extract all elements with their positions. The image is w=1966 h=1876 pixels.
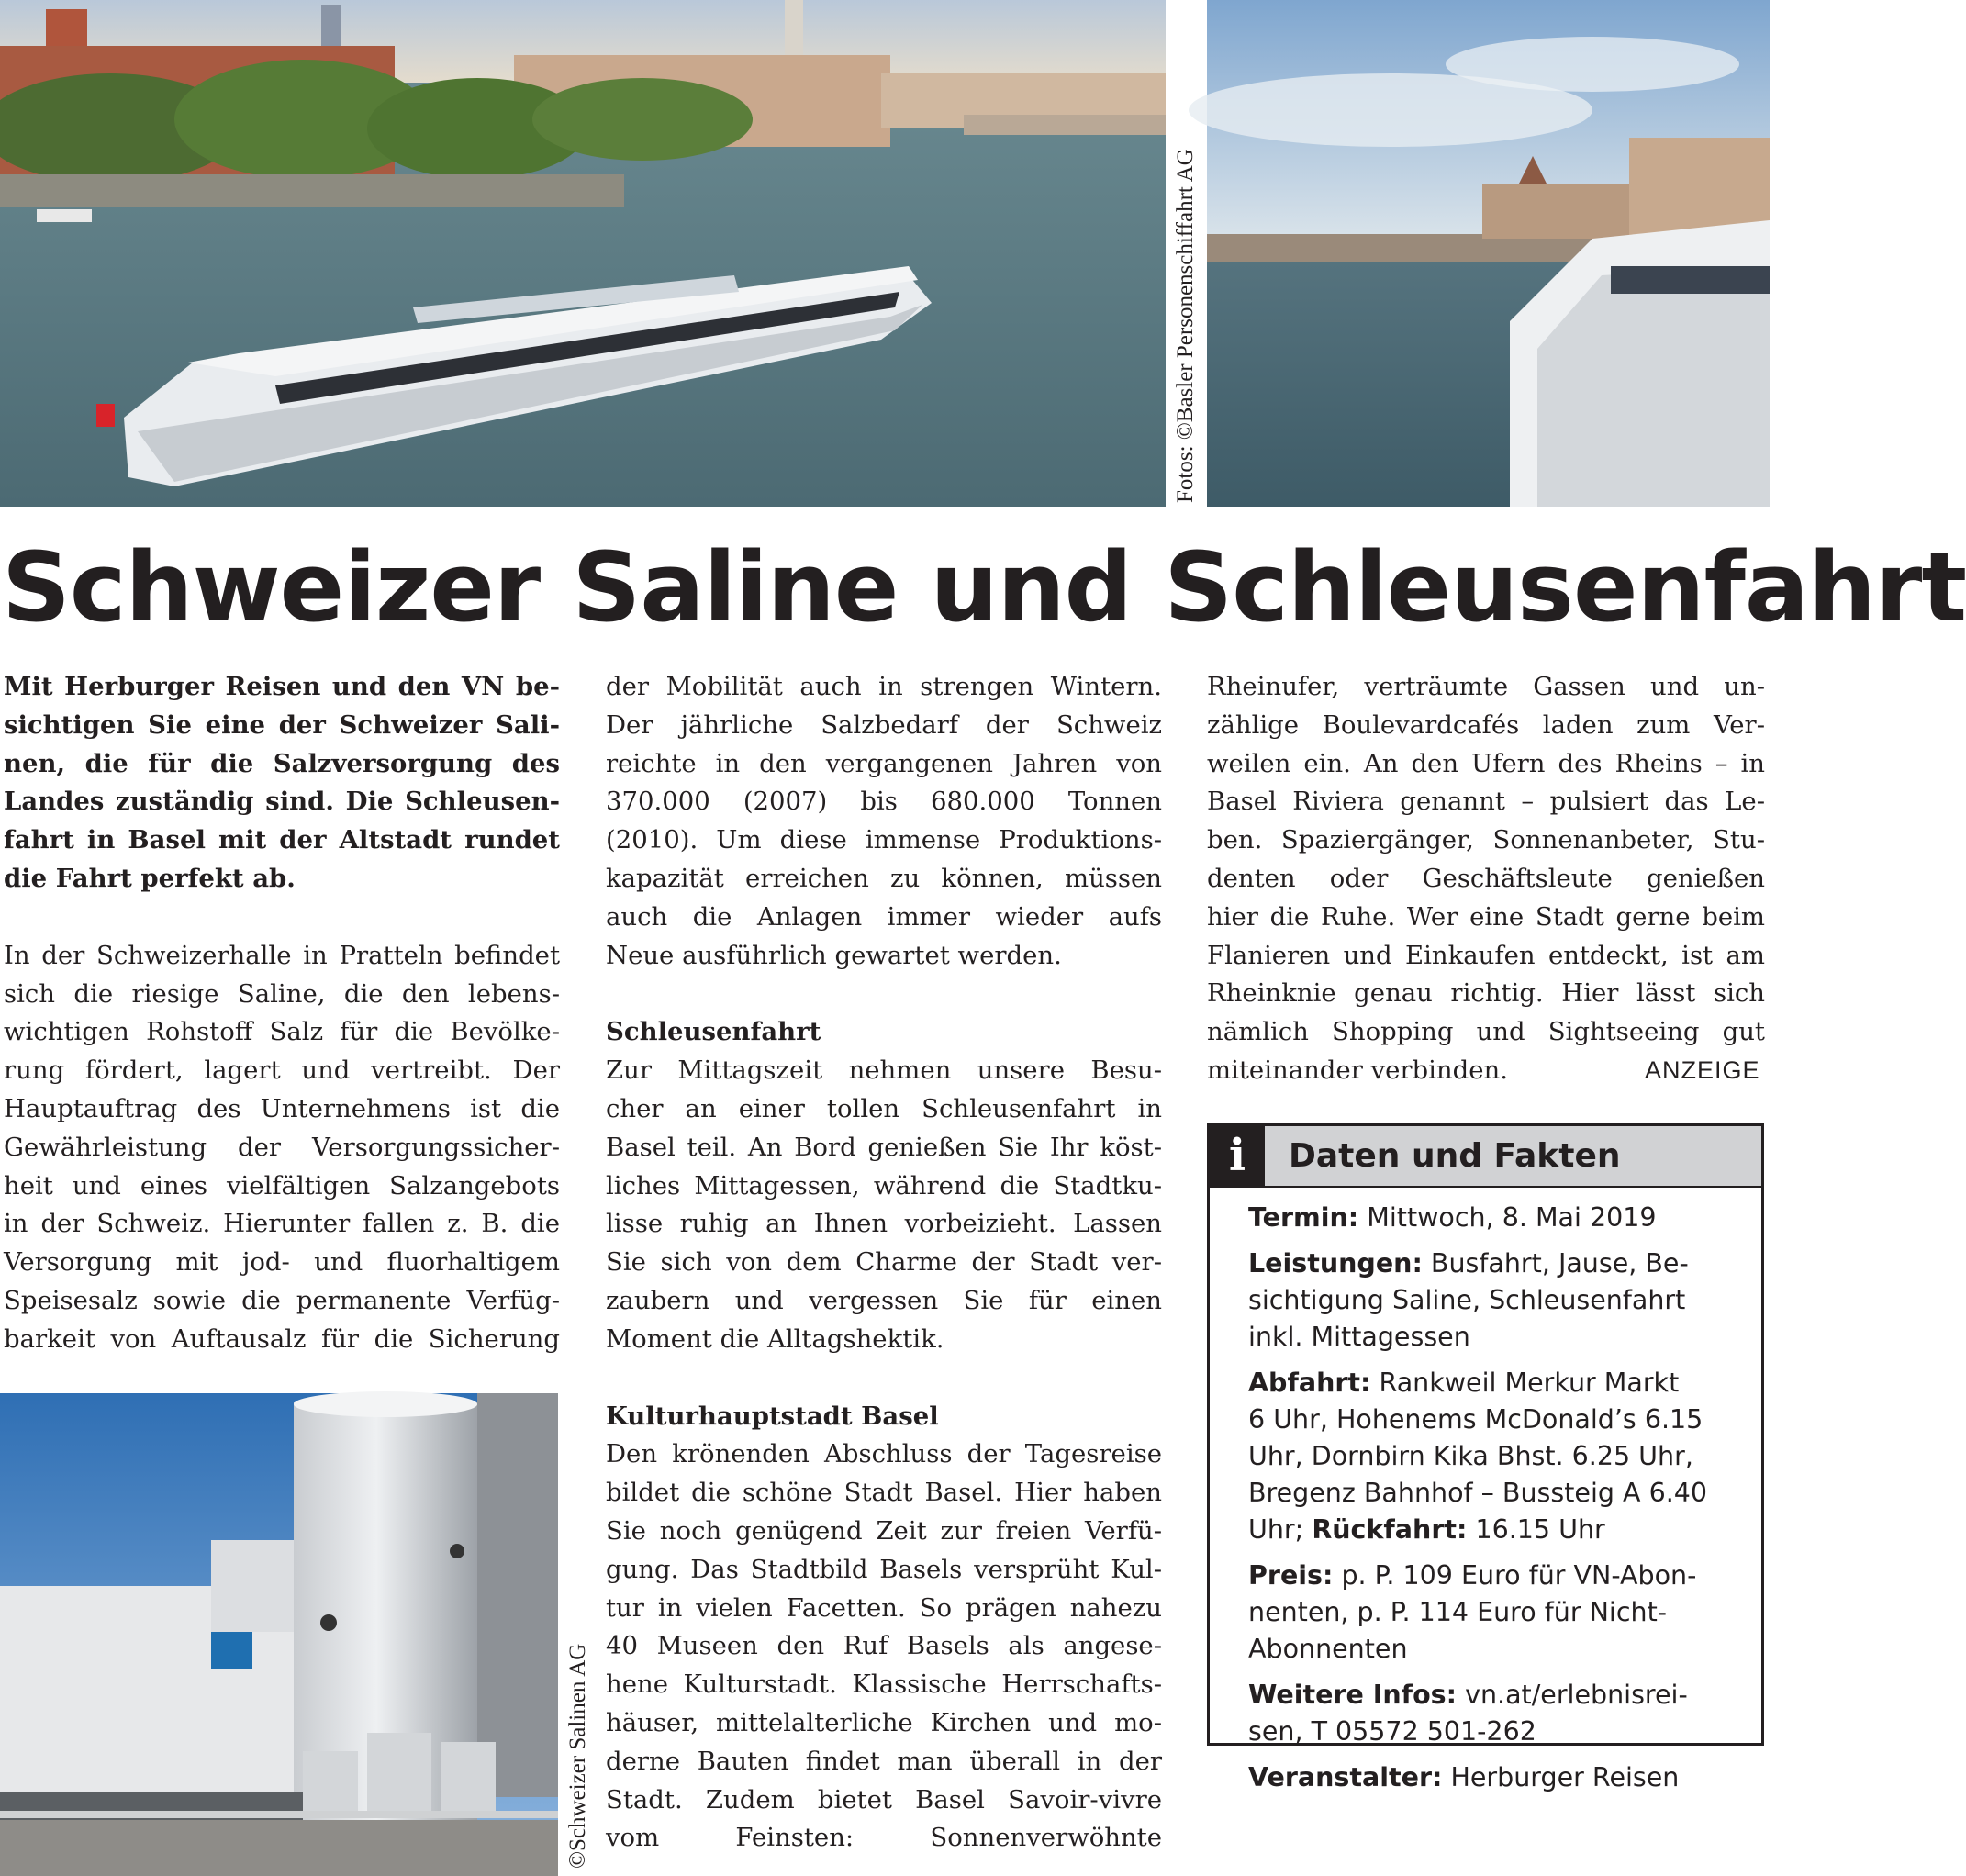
text-line: cher an einer tollen Schleusenfahrt in xyxy=(606,1093,1162,1123)
photo-credit-top: Fotos: ©Basler Personenschiffahrt AG xyxy=(1173,149,1198,503)
text-line: Zur Mittagszeit nehmen unsere Besu- xyxy=(606,1055,1162,1086)
text-line: barkeit von Auftausalz für die Sicherung xyxy=(4,1323,560,1354)
fact-veranstalter xyxy=(1248,1759,1748,1796)
text-line: hene Kulturstadt. Klassische Herrschafts- xyxy=(606,1669,1162,1700)
text-line: der Mobilität auch in strengen Wintern. xyxy=(606,672,1162,701)
text-line: hier die Ruhe. Wer eine Stadt gerne beim xyxy=(1207,901,1765,932)
text-line: Hauptauftrag des Unternehmens ist die xyxy=(4,1093,560,1123)
text-line: liches Mittagessen, während die Stadtku- xyxy=(606,1170,1162,1200)
fact-value: Uhr, Dornbirn Kika Bhst. 6.25 Uhr, xyxy=(1248,1441,1693,1471)
text-line: in der Schweiz. Hierunter fallen z. B. die xyxy=(4,1209,560,1239)
text-line: heit und eines vielfältigen Salzangebots xyxy=(4,1170,560,1200)
fact-value: Bregenz Bahnhof – Bussteig A 6.40 xyxy=(1248,1478,1708,1508)
fact-value: sen, T 05572 501-262 xyxy=(1248,1716,1536,1747)
text-line: ben. Spaziergänger, Sonnenanbeter, Stu- xyxy=(1207,825,1765,855)
photo-credit-saline: ©Schweizer Salinen AG xyxy=(565,1643,590,1869)
fact-value: Mittwoch, 8. Mai 2019 xyxy=(1367,1202,1657,1233)
fact-value: 6 Uhr, Hohenems McDonald’s 6.15 xyxy=(1248,1404,1703,1435)
text-line: Basel teil. An Bord genießen Sie Ihr köst- xyxy=(606,1132,1162,1162)
column-3 xyxy=(1207,668,1765,1090)
fact-label: Leistungen: xyxy=(1248,1248,1423,1279)
text-line: derne Bauten findet man überall in der xyxy=(606,1746,1162,1776)
text-line: nen, die für die Salzversorgung des xyxy=(4,748,560,778)
text-line: miteinander verbinden. xyxy=(1207,1055,1508,1085)
text-line: In der Schweizerhalle in Pratteln befindet xyxy=(4,940,560,970)
text-line: rung fördert, lagert und vertreibt. Der xyxy=(4,1055,560,1086)
text-line: 370.000 (2007) bis 680.000 Tonnen xyxy=(606,787,1162,817)
info-box-title: Daten und Fakten xyxy=(1289,1137,1621,1175)
text-line: Sie sich von dem Charme der Stadt ver- xyxy=(606,1247,1162,1278)
text-line: (2010). Um diese immense Produktions- xyxy=(606,825,1162,855)
text-line: sich die riesige Saline, die den lebens- xyxy=(4,978,560,1009)
fact-label: Veranstalter: xyxy=(1248,1762,1443,1792)
fact-value: p. P. 109 Euro für VN-Abon- xyxy=(1341,1560,1697,1591)
info-box xyxy=(1207,1123,1764,1792)
fact-label: Weitere Infos: xyxy=(1248,1680,1458,1710)
body-paragraph xyxy=(606,1435,1162,1858)
text-line: denten oder Geschäftsleute genießen xyxy=(1207,863,1765,893)
fact-label: Preis: xyxy=(1248,1560,1334,1591)
body-paragraph xyxy=(1207,668,1765,1090)
body-paragraph xyxy=(606,1052,1162,1358)
text-line: Rheinufer, verträumte Gassen und un- xyxy=(1207,672,1765,701)
ad-label: ANZEIGE xyxy=(1645,1056,1760,1084)
text-line: Der jährliche Salzbedarf der Schweiz xyxy=(606,709,1162,740)
text-line: die Fahrt perfekt ab. xyxy=(4,863,296,893)
text-line: Mit Herburger Reisen und den VN be- xyxy=(4,672,560,701)
text-line: reichte in den vergangenen Jahren von xyxy=(606,748,1162,778)
text-line: Flanieren und Einkaufen entdeckt, ist am xyxy=(1207,940,1765,970)
body-paragraph xyxy=(606,668,1162,975)
text-line: Neue ausführlich gewartet werden. xyxy=(606,940,1062,970)
info-icon: i xyxy=(1210,1126,1265,1186)
info-box-header xyxy=(1210,1126,1761,1188)
text-line: Basel Riviera genannt – pulsiert das Le- xyxy=(1207,787,1765,817)
text-line: tur in vielen Facetten. So prägen nahezu xyxy=(606,1592,1162,1623)
text-line: vom Feinsten: Sonnenverwöhnte xyxy=(606,1823,1162,1853)
text-line: gung. Das Stadtbild Basels versprüht Kul- xyxy=(606,1554,1162,1584)
fact-weitere-infos xyxy=(1248,1677,1748,1750)
fact-value: 16.15 Uhr xyxy=(1475,1514,1605,1545)
subheading-kulturhauptstadt: Kulturhauptstadt Basel xyxy=(606,1401,939,1431)
fact-preis xyxy=(1248,1558,1748,1668)
text-line: auch die Anlagen immer wieder aufs xyxy=(606,901,1162,932)
text-line: kapazität erreichen zu können, müssen xyxy=(606,863,1162,893)
fact-label: Rückfahrt: xyxy=(1312,1514,1468,1545)
text-line: bildet die schöne Stadt Basel. Hier haben xyxy=(606,1478,1162,1508)
text-line: Den krönenden Abschluss der Tagesreise xyxy=(606,1439,1162,1469)
text-line: 40 Museen den Ruf Basels als angese- xyxy=(606,1631,1162,1661)
fact-value: sichtigung Saline, Schleusenfahrt xyxy=(1248,1285,1686,1315)
text-line: sichtigen Sie eine der Schweizer Sali- xyxy=(4,709,560,740)
headline: Schweizer Saline und Schleusenfahrt xyxy=(2,531,1966,643)
text-line: fahrt in Basel mit der Altstadt rundet xyxy=(4,825,560,855)
text-line: Landes zuständig sind. Die Schleusen- xyxy=(4,787,560,817)
text-line: Sie noch genügend Zeit zur freien Verfü- xyxy=(606,1515,1162,1546)
fact-termin xyxy=(1248,1200,1748,1236)
photo-ship-bow xyxy=(1207,0,1770,507)
text-line: Stadt. Zudem bietet Basel Savoir-vivre xyxy=(606,1784,1162,1815)
fact-value: Uhr; xyxy=(1248,1514,1304,1545)
subheading-schleusenfahrt: Schleusenfahrt xyxy=(606,1017,821,1047)
photo-saline-plant xyxy=(0,1393,558,1876)
fact-label: Abfahrt: xyxy=(1248,1368,1371,1398)
fact-value: vn.at/erlebnisrei- xyxy=(1465,1680,1688,1710)
info-box-body xyxy=(1248,1200,1748,1805)
fact-value: Rankweil Merkur Markt xyxy=(1379,1368,1680,1398)
lead-paragraph xyxy=(4,668,560,899)
text-line: Gewährleistung der Versorgungssicher- xyxy=(4,1132,560,1162)
text-line: zählige Boulevardcafés laden zum Ver- xyxy=(1207,709,1765,740)
fact-value: inkl. Mittagessen xyxy=(1248,1322,1470,1352)
text-line: Speisesalz sowie die permanente Verfüg- xyxy=(4,1285,560,1315)
fact-value: Abonnenten xyxy=(1248,1634,1408,1664)
column-1 xyxy=(4,668,560,1359)
body-paragraph xyxy=(4,937,560,1359)
fact-label: Termin: xyxy=(1248,1202,1359,1233)
text-line: Moment die Alltagshektik. xyxy=(606,1323,944,1354)
text-line: Versorgung mit jod- und fluorhaltigem xyxy=(4,1247,560,1278)
text-line: Rheinknie genau richtig. Hier lässt sich xyxy=(1207,978,1765,1009)
fact-leistungen xyxy=(1248,1245,1748,1356)
text-line: weilen ein. An den Ufern des Rheins – in xyxy=(1207,748,1765,778)
text-line: wichtigen Rohstoff Salz für die Bevölke- xyxy=(4,1017,560,1047)
column-2 xyxy=(606,668,1162,1858)
text-line: häuser, mittelalterliche Kirchen und mo- xyxy=(606,1707,1162,1737)
fact-value: nenten, p. P. 114 Euro für Nicht- xyxy=(1248,1597,1668,1627)
fact-value: Busfahrt, Jause, Be- xyxy=(1430,1248,1689,1279)
text-line: lisse ruhig an Ihnen vorbeizieht. Lassen xyxy=(606,1209,1162,1239)
text-line: zaubern und vergessen Sie für einen xyxy=(606,1285,1162,1315)
photo-rhine-boat xyxy=(0,0,1166,507)
fact-abfahrt xyxy=(1248,1365,1748,1548)
fact-value: Herburger Reisen xyxy=(1450,1762,1680,1792)
text-line: nämlich Shopping und Sightseeing gut xyxy=(1207,1017,1765,1047)
